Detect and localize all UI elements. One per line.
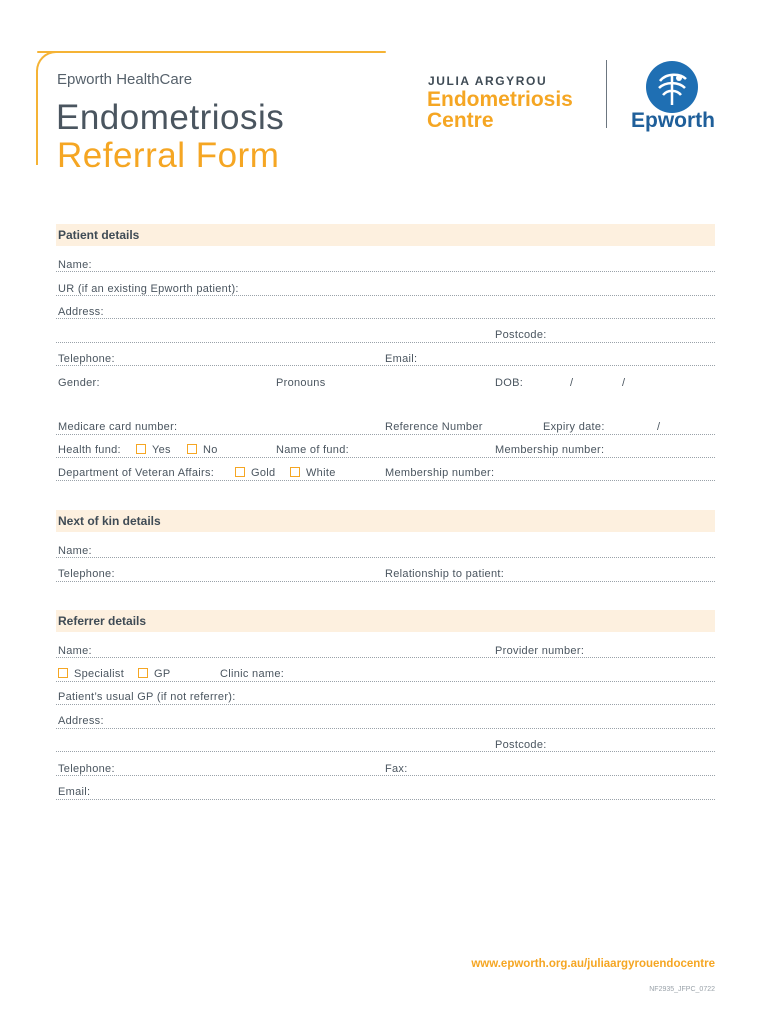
patient-dob-label: DOB: [495,377,524,389]
referrer-fax-label: Fax: [385,763,408,775]
dva-white-label: White [306,467,336,479]
health-fund-field[interactable] [56,457,715,458]
header-frame-top [37,51,386,53]
org-name: Epworth HealthCare [57,71,193,88]
centre-logo-line2: Centre [427,109,494,132]
gp-checkbox[interactable] [138,668,148,678]
health-fund-no-label: No [203,444,218,456]
dva-field[interactable] [56,480,715,481]
patient-name-label: Name: [58,259,92,271]
patient-ur-label: UR (if an existing Epworth patient): [58,283,239,295]
provider-number-label: Provider number: [495,645,585,657]
usual-gp-field[interactable] [56,704,715,705]
footer-url[interactable]: www.epworth.org.au/juliaargyrouendocentre [471,958,715,970]
patient-address-label: Address: [58,306,104,318]
centre-logo-name [427,89,573,131]
section-referrer-details: Referrer details [56,610,715,632]
patient-telephone-label: Telephone: [58,353,115,365]
header-frame-left [36,70,38,165]
epworth-logo-word: Epworth [631,109,715,132]
kin-relationship-label: Relationship to patient: [385,568,505,580]
fund-name-label: Name of fund: [276,444,349,456]
health-fund-yes-label: Yes [152,444,171,456]
logo-divider [606,60,607,128]
form-code: NF2935_JFPC_0722 [649,986,715,993]
specialist-label: Specialist [74,668,125,680]
patient-name-field[interactable] [56,271,715,272]
centre-logo-line1: Endometriosis [427,88,573,111]
referrer-email-label: Email: [58,786,91,798]
kin-name-field[interactable] [56,557,715,558]
patient-postcode-label: Postcode: [495,329,547,341]
medicare-field[interactable] [56,434,715,435]
clinic-field[interactable] [56,681,715,682]
health-fund-label: Health fund: [58,444,121,456]
specialist-checkbox[interactable] [58,668,68,678]
referrer-postcode-label: Postcode: [495,739,547,751]
gp-label: GP [154,668,171,680]
health-fund-yes-checkbox[interactable] [136,444,146,454]
patient-telephone-email-field[interactable] [56,365,715,366]
dva-membership-label: Membership number: [385,467,495,479]
dva-white-checkbox[interactable] [290,467,300,477]
patient-address-line2-field[interactable] [56,342,715,343]
dva-gold-checkbox[interactable] [235,467,245,477]
kin-name-label: Name: [58,545,92,557]
referrer-telephone-field[interactable] [56,775,715,776]
fund-membership-label: Membership number: [495,444,605,456]
referrer-telephone-label: Telephone: [58,763,115,775]
referrer-email-field[interactable] [56,799,715,800]
medicare-label: Medicare card number: [58,421,178,433]
patient-address-field[interactable] [56,318,715,319]
form-title-line1: Endometriosis [56,98,285,137]
kin-telephone-field[interactable] [56,581,715,582]
section-patient-details: Patient details [56,224,715,246]
dob-slash-2: / [622,377,626,389]
referrer-address-label: Address: [58,715,104,727]
dva-label: Department of Veteran Affairs: [58,467,215,479]
section-next-of-kin: Next of kin details [56,510,715,532]
patient-pronouns-label: Pronouns [276,377,326,389]
usual-gp-label: Patient’s usual GP (if not referrer): [58,691,236,703]
referrer-name-field[interactable] [56,657,715,658]
referrer-address-field[interactable] [56,728,715,729]
kin-telephone-label: Telephone: [58,568,115,580]
centre-logo-top: JULIA ARGYROU [428,74,548,88]
patient-email-label: Email: [385,353,418,365]
clinic-name-label: Clinic name: [220,668,285,680]
patient-ur-field[interactable] [56,295,715,296]
dob-slash-1: / [570,377,574,389]
referrer-name-label: Name: [58,645,92,657]
expiry-date-label: Expiry date: [543,421,605,433]
form-title-line2: Referral Form [57,136,280,175]
expiry-slash: / [657,421,661,433]
epworth-logo-icon [646,61,698,113]
referrer-address-line2-field[interactable] [56,751,715,752]
dva-gold-label: Gold [251,467,276,479]
patient-gender-label: Gender: [58,377,100,389]
reference-number-label: Reference Number [385,421,483,433]
health-fund-no-checkbox[interactable] [187,444,197,454]
